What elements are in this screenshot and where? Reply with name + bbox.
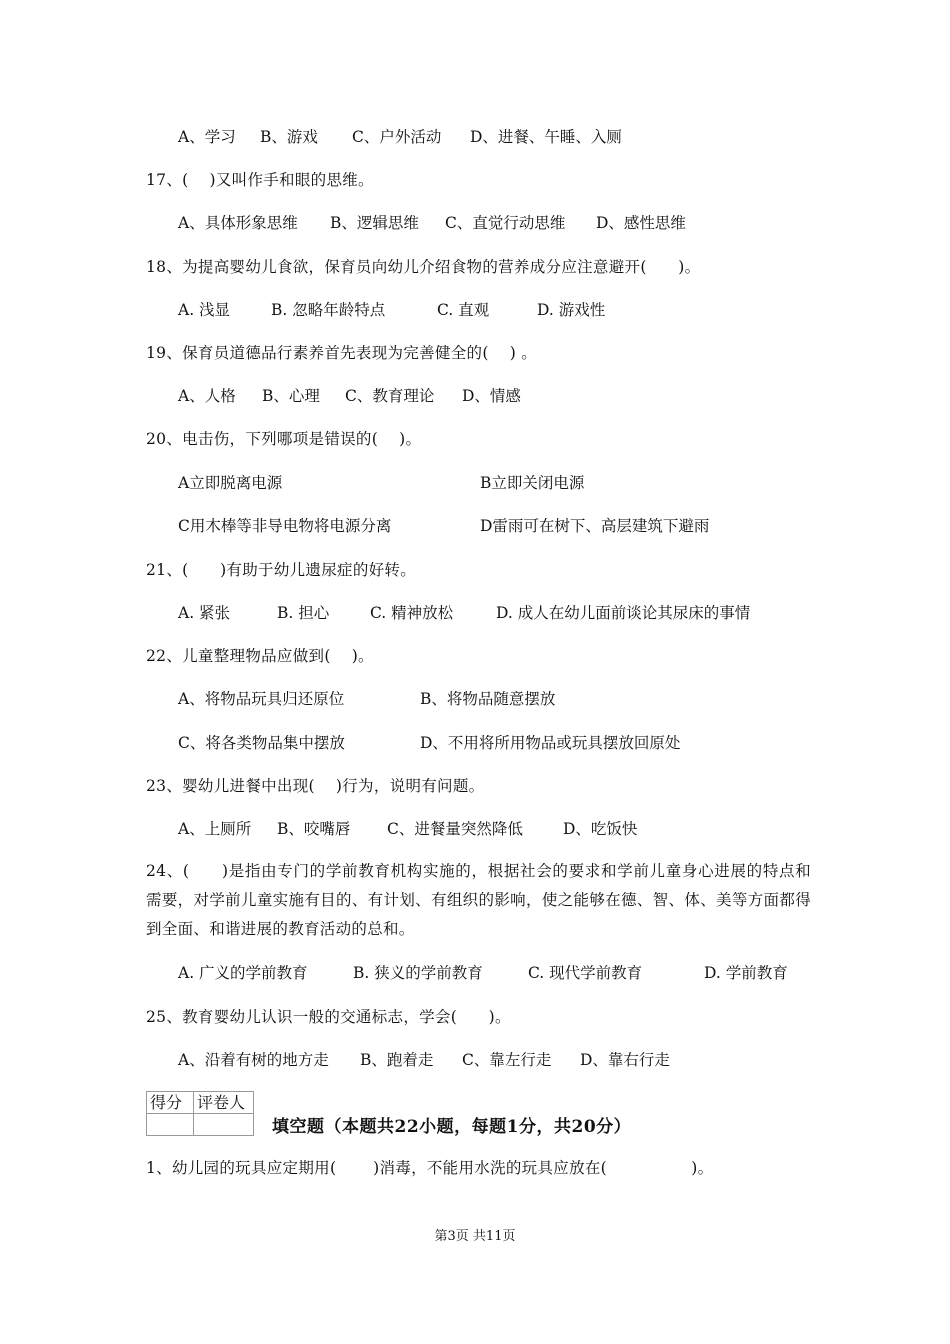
page-footer: 第3页 共11页 (434, 1229, 516, 1244)
q20-option-d: D雷雨可在树下、高层建筑下避雨 (480, 517, 710, 535)
q18-option-a: A. 浅显 (178, 301, 231, 319)
q23-option-d: D、吃饭快 (563, 820, 638, 838)
score-table (146, 1091, 254, 1136)
q16-option-c: C、户外活动 (352, 128, 442, 146)
q17-option-b: B、逻辑思维 (330, 214, 419, 232)
q25-option-a: A、沿着有树的地方走 (178, 1051, 329, 1069)
q19-option-d: D、情感 (462, 387, 521, 405)
score-header: 得分 (147, 1092, 194, 1114)
q21-option-a: A. 紧张 (178, 604, 231, 622)
q22-option-c: C、将各类物品集中摆放 (178, 734, 345, 752)
q25-option-d: D、靠右行走 (580, 1051, 670, 1069)
q22-option-a: A、将物品玩具归还原位 (178, 690, 345, 708)
score-cell (147, 1114, 194, 1136)
q23-option-c: C、进餐量突然降低 (387, 820, 523, 838)
q25-option-c: C、靠左行走 (462, 1051, 552, 1069)
q22-stem: 22、儿童整理物品应做到( )。 (146, 647, 374, 665)
q19-option-a: A、人格 (178, 387, 236, 405)
q16-option-b: B、游戏 (260, 128, 318, 146)
q24-option-b: B. 狭义的学前教育 (353, 964, 483, 982)
q23-option-a: A、上厕所 (178, 820, 252, 838)
q24-stem: 24、( )是指由专门的学前教育机构实施的，根据社会的要求和学前儿童身心进展的特点和需要，对学前儿童实施有目的、有计划、有组织的影响，使之能够在德、智、体、美等方面都得到全面、和谐进展的教育活动的总和。 (146, 862, 811, 938)
q22-option-d: D、不用将所用物品或玩具摆放回原处 (420, 734, 681, 752)
q21-stem: 21、( )有助于幼儿遗尿症的好转。 (146, 561, 417, 579)
q18-option-d: D. 游戏性 (537, 301, 606, 319)
q25-option-b: B、跑着走 (360, 1051, 434, 1069)
q21-option-c: C. 精神放松 (370, 604, 454, 622)
q17-stem: 17、( )又叫作手和眼的思维。 (146, 171, 374, 189)
q24-option-d: D. 学前教育 (704, 964, 788, 982)
q22-option-b: B、将物品随意摆放 (420, 690, 556, 708)
section-title: 填空题（本题共22小题，每题1分，共20分） (272, 1117, 632, 1137)
q24-option-a: A. 广义的学前教育 (178, 964, 308, 982)
q23-option-b: B、咬嘴唇 (277, 820, 351, 838)
q17-option-c: C、直觉行动思维 (445, 214, 566, 232)
grader-header: 评卷人 (194, 1092, 254, 1114)
q20-stem: 20、电击伤，下列哪项是错误的( )。 (146, 430, 422, 448)
q21-option-d: D. 成人在幼儿面前谈论其尿床的事情 (496, 604, 751, 622)
q20-option-b: B立即关闭电源 (480, 474, 585, 492)
q21-option-b: B. 担心 (277, 604, 330, 622)
q18-option-c: C. 直观 (437, 301, 490, 319)
q18-stem: 18、为提高婴幼儿食欲，保育员向幼儿介绍食物的营养成分应注意避开( )。 (146, 258, 701, 276)
q24-option-c: C. 现代学前教育 (528, 964, 643, 982)
q17-option-d: D、感性思维 (596, 214, 686, 232)
q18-option-b: B. 忽略年龄特点 (271, 301, 386, 319)
q17-option-a: A、具体形象思维 (178, 214, 298, 232)
q16-option-a: A、学习 (178, 128, 236, 146)
q20-option-c: C用木棒等非导电物将电源分离 (178, 517, 392, 535)
q16-option-d: D、进餐、午睡、入厕 (470, 128, 622, 146)
q20-option-a: A立即脱离电源 (178, 474, 283, 492)
q25-stem: 25、教育婴幼儿认识一般的交通标志，学会( )。 (146, 1008, 511, 1026)
fill1-stem: 1、幼儿园的玩具应定期用( )消毒，不能用水洗的玩具应放在( )。 (146, 1159, 714, 1177)
grader-cell (194, 1114, 254, 1136)
q19-stem: 19、保育员道德品行素养首先表现为完善健全的( ) 。 (146, 344, 538, 362)
q23-stem: 23、婴幼儿进餐中出现( )行为，说明有问题。 (146, 777, 485, 795)
q19-option-b: B、心理 (262, 387, 320, 405)
q19-option-c: C、教育理论 (345, 387, 435, 405)
